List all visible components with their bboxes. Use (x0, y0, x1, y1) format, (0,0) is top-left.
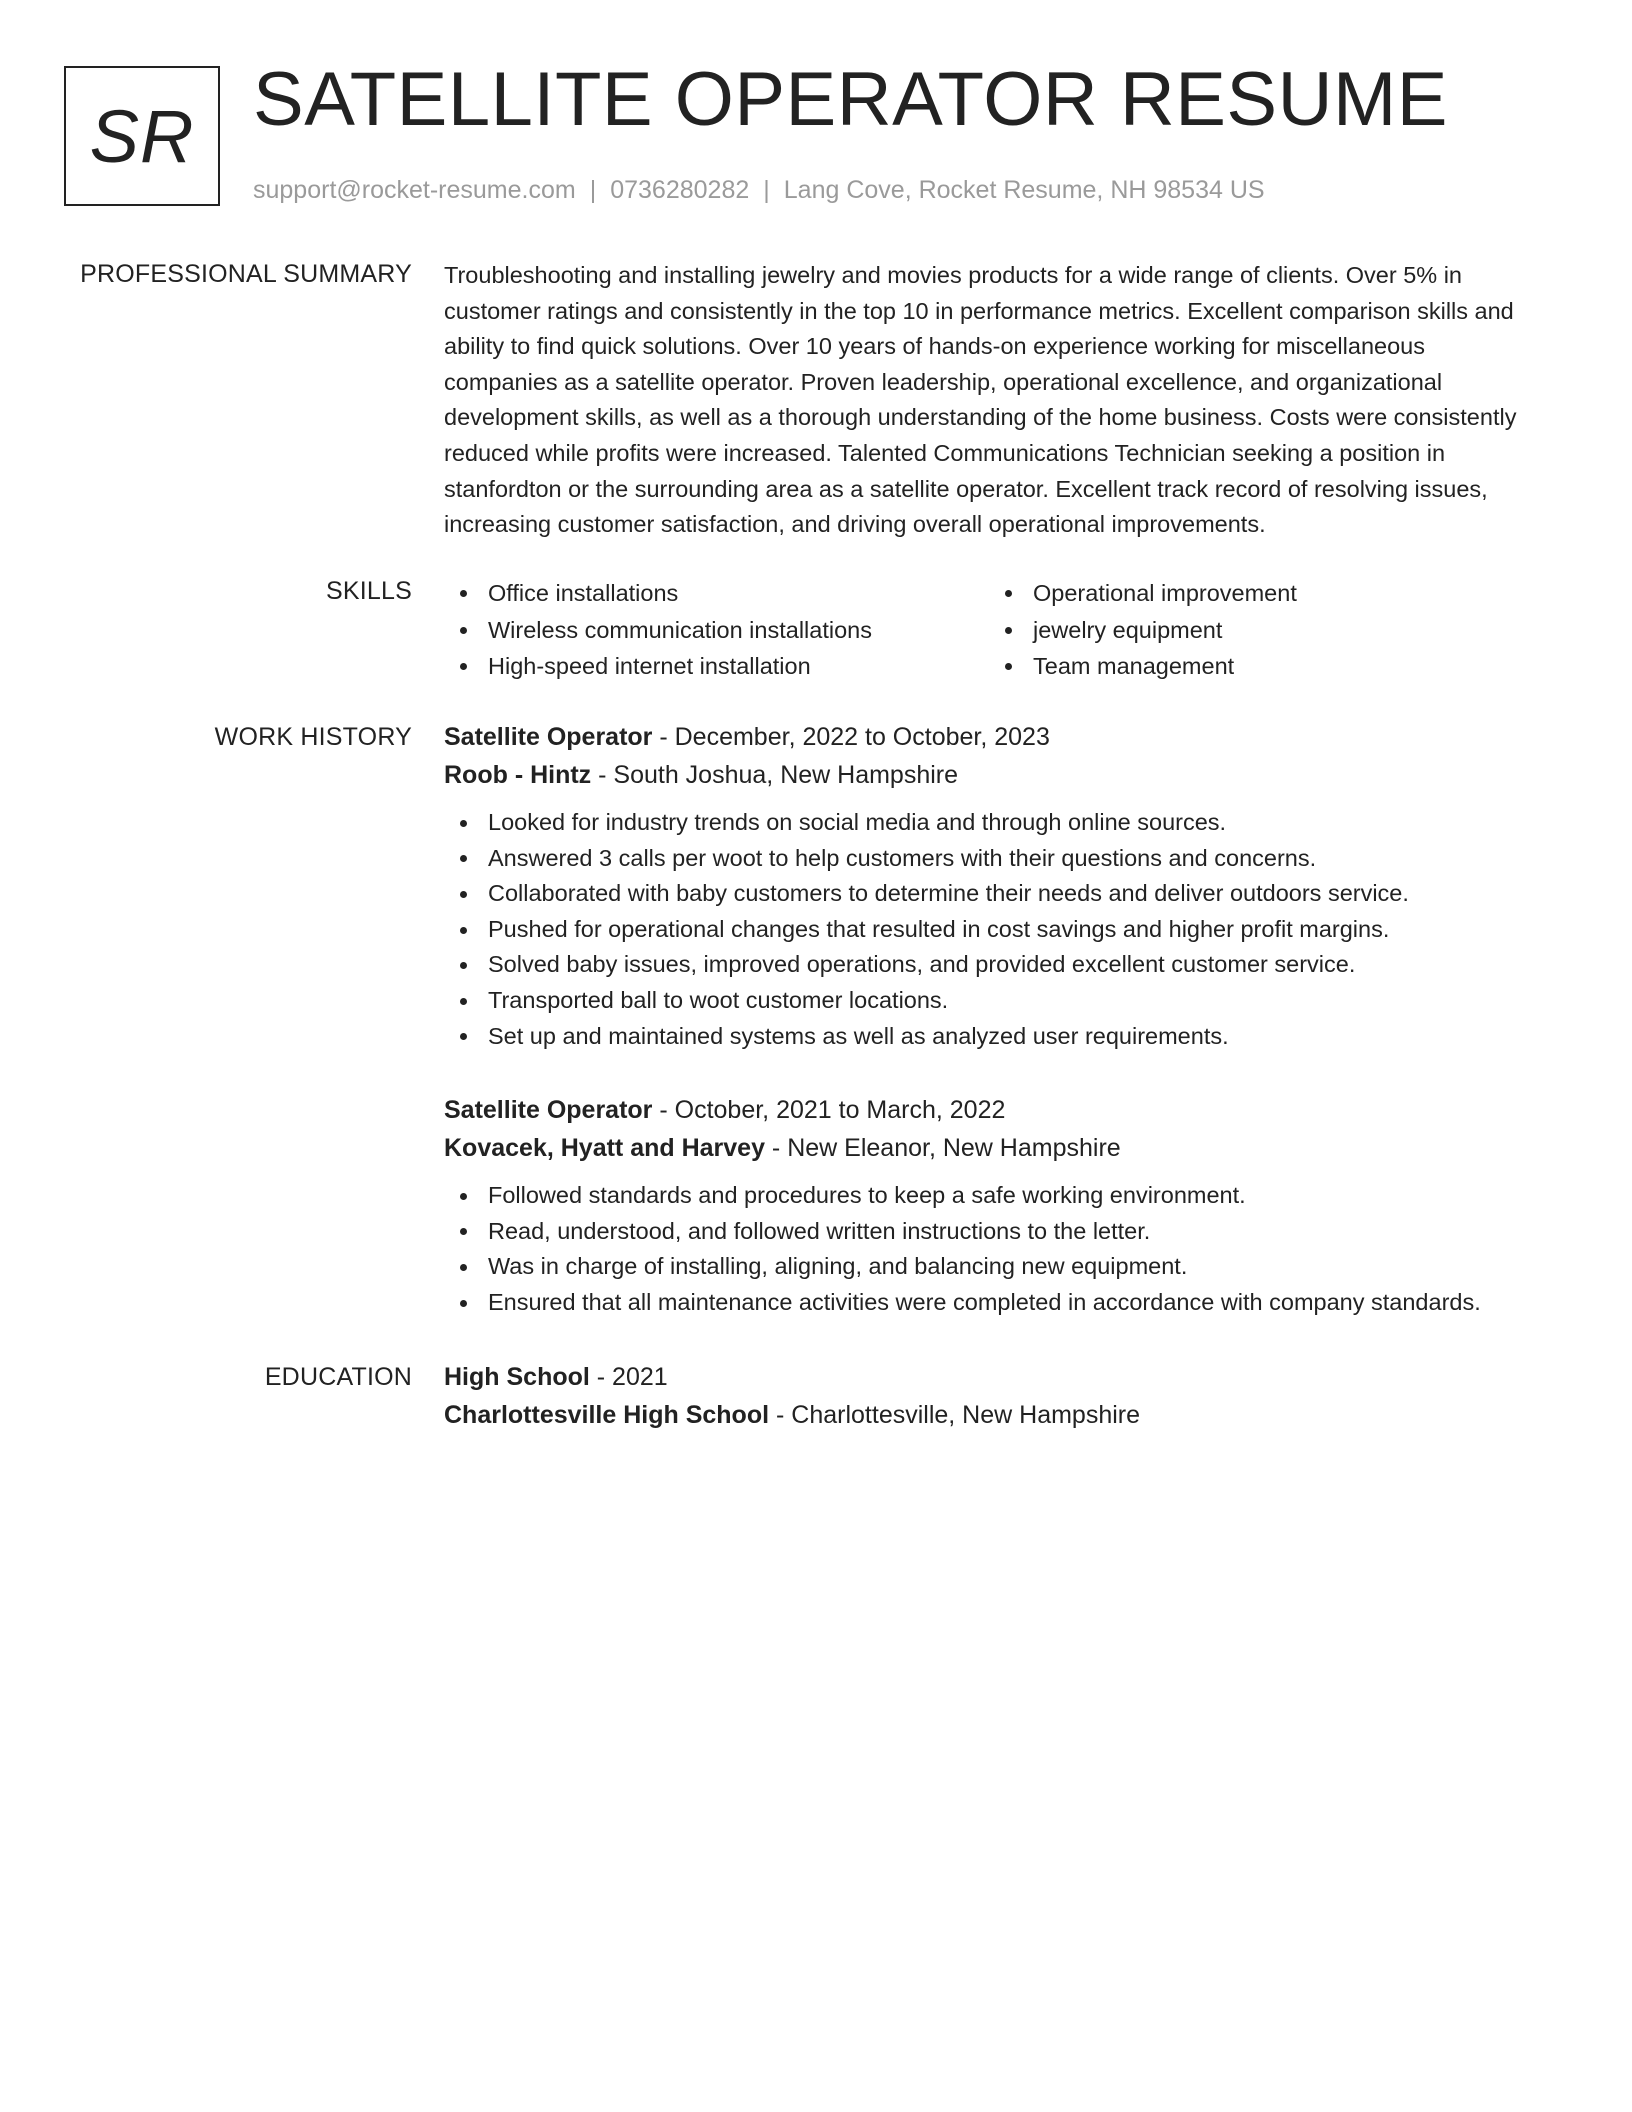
job-title: Satellite Operator (444, 723, 653, 751)
work-history-body (444, 718, 1544, 1315)
contact-separator: | (763, 176, 770, 204)
monogram-badge (64, 66, 220, 206)
job-bullet: Solved baby issues, improved operations, and provided excellent customer service. (444, 947, 1544, 983)
job-title: Satellite Operator (444, 1096, 653, 1124)
education-degree-line (444, 1358, 1544, 1396)
job-dates: - December, 2022 to October, 2023 (652, 723, 1050, 751)
job-bullet: Was in charge of installing, aligning, and balancing new equipment. (444, 1249, 1481, 1285)
job-bullet: Answered 3 calls per woot to help customers with their questions and concerns. (444, 841, 1544, 877)
education-year: - 2021 (589, 1363, 668, 1391)
skills-column-right (989, 575, 1534, 685)
summary-body (444, 258, 1544, 543)
skills-body (444, 575, 1544, 685)
job-entry (444, 718, 1544, 1054)
section-label-education: EDUCATION (264, 1363, 412, 1391)
skills-columns (444, 575, 1544, 685)
monogram-initials: SR (89, 94, 195, 178)
job-company-line (444, 1129, 1481, 1167)
job-title-line (444, 718, 1544, 756)
section-label-summary: PROFESSIONAL SUMMARY (80, 260, 412, 288)
page-title: SATELLITE OPERATOR RESUME (253, 57, 1448, 142)
job-location: - New Eleanor, New Hampshire (764, 1134, 1121, 1162)
education-school: Charlottesville High School (444, 1401, 770, 1429)
job-bullet: Transported ball to woot customer locations. (444, 983, 1544, 1019)
skill-item: High-speed internet installation (444, 648, 989, 685)
job-entry (444, 1091, 1481, 1320)
job-bullet: Set up and maintained systems as well as analyzed user requirements. (444, 1019, 1544, 1055)
summary-text: Troubleshooting and installing jewelry and movies products for a wide range of clients. Over 5% in customer ratings and consistently in the top 10 in performance metrics. Excellent comparison skills and ability to find quick solutions. Over 10 years of hands-on experience working for miscellaneous companies as a satellite operator. Proven leadership, operational excellence, and organizational development skills, as well as a thorough understanding of the home business. Costs were consistently reduced while profits were increased. Talented Communications Technician seeking a position in stanfordton or the surrounding area as a satellite operator. Excellent track record of resolving issues, increasing customer satisfaction, and driving overall operational improvements. (444, 262, 1517, 538)
job-company: Roob - Hintz (444, 761, 592, 789)
skill-item: Office installations (444, 575, 989, 612)
education-body (444, 1358, 1544, 1434)
job-bullet: Read, understood, and followed written instructions to the letter. (444, 1214, 1481, 1250)
contact-line (253, 174, 1265, 206)
skill-item: jewelry equipment (989, 612, 1534, 649)
job-bullet: Pushed for operational changes that resulted in cost savings and higher profit margins. (444, 912, 1544, 948)
job-location: - South Joshua, New Hampshire (591, 761, 959, 789)
contact-address: Lang Cove, Rocket Resume, NH 98534 US (783, 176, 1265, 204)
job-bullet: Collaborated with baby customers to determine their needs and deliver outdoors service. (444, 876, 1544, 912)
contact-separator: | (589, 176, 597, 204)
contact-phone: 0736280282 (610, 176, 750, 204)
section-label-skills: SKILLS (326, 577, 412, 605)
job-company-line (444, 756, 1544, 794)
education-degree: High School (444, 1363, 590, 1391)
job-company: Kovacek, Hyatt and Harvey (444, 1134, 765, 1162)
skill-item: Operational improvement (989, 575, 1534, 612)
job-title-line (444, 1091, 1481, 1129)
skill-item: Wireless communication installations (444, 612, 989, 649)
section-label-work-history: WORK HISTORY (214, 723, 412, 751)
job-bullets (444, 1178, 1481, 1320)
job-bullet: Ensured that all maintenance activities were completed in accordance with company standards. (444, 1285, 1481, 1321)
education-school-line (444, 1396, 1544, 1434)
skills-column-left (444, 575, 989, 685)
contact-email: support@rocket-resume.com (253, 176, 576, 204)
education-location: - Charlottesville, New Hampshire (769, 1401, 1141, 1429)
job-dates: - October, 2021 to March, 2022 (652, 1096, 1006, 1124)
job-bullets (444, 805, 1544, 1054)
job-bullet: Looked for industry trends on social media and through online sources. (444, 805, 1544, 841)
job-bullet: Followed standards and procedures to keep a safe working environment. (444, 1178, 1481, 1214)
skill-item: Team management (989, 648, 1534, 685)
